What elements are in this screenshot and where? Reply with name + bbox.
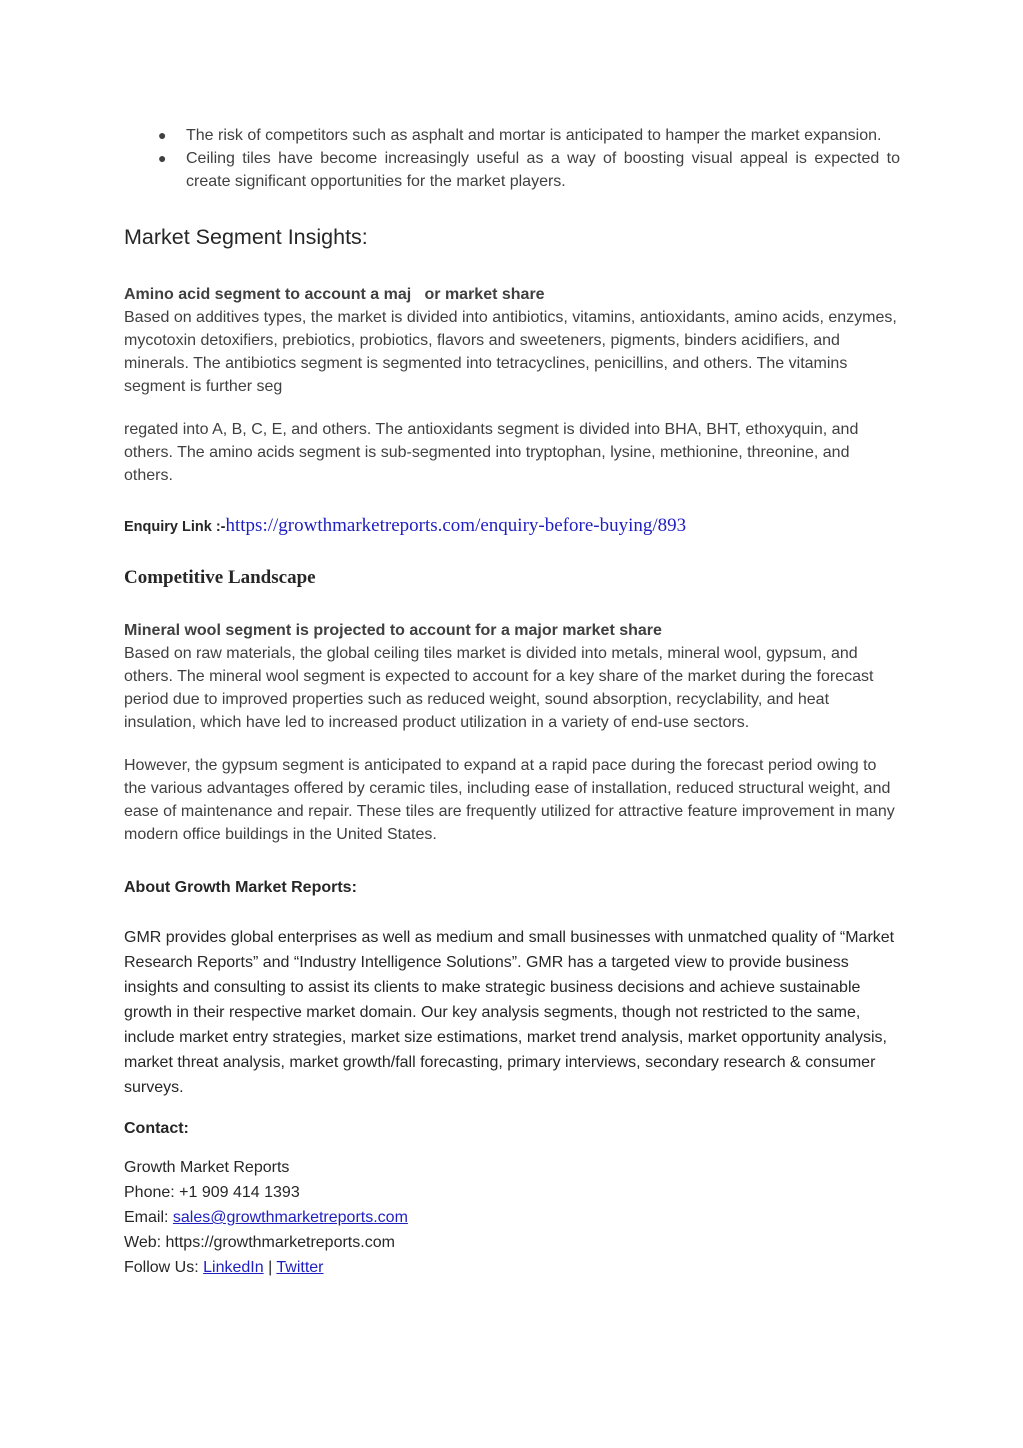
segment-subheading: Amino acid segment to account a maj or market share xyxy=(124,286,545,303)
email-link[interactable]: sales@growthmarketreports.com xyxy=(172,1209,408,1226)
bullet-text: The risk of competitors such as asphalt and mortar is anticipated to hamper the market expansion. xyxy=(186,127,882,144)
bullet-item xyxy=(124,147,900,193)
follow-label: Follow Us: xyxy=(124,1259,204,1276)
contact-web-line xyxy=(124,1230,900,1255)
email-label: Email: xyxy=(124,1209,173,1226)
enquiry-label: Enquiry Link :- xyxy=(124,519,226,535)
about-heading: About Growth Market Reports: xyxy=(124,879,357,896)
contact-phone-line xyxy=(124,1180,900,1205)
about-paragraph: GMR provides global enterprises as well as medium and small businesses with unmatched quality of “Market Research Reports” and “Industry Intelligence Solutions”. GMR has a targeted view to provide business insights and consulting to assist its clients to make strategic business decisions and achieve sustainable growth in their respective market domain. Our key analysis segments, though not restricted to the same, include market entry strategies, market size estimations, market trend analysis, market opportunity analysis, market threat analysis, market growth/fall forecasting, primary interviews, secondary research & consumer surveys. xyxy=(124,929,895,1096)
competitive-paragraph-1: Based on raw materials, the global ceiling tiles market is divided into metals, mineral wool, gypsum, and others. The mineral wool segment is expected to account for a key share of the market during the forecast period due to improved properties such as reduced weight, sound absorption, recyclability, and heat insulation, which have led to increased product utilization in a variety of end-use sectors. xyxy=(124,645,874,731)
competitive-paragraph-2: However, the gypsum segment is anticipated to expand at a rapid pace during the forecast period owing to the various advantages offered by ceramic tiles, including ease of installation, reduced structural weight, and ease of maintenance and repair. These tiles are frequently utilized for attractive feature improvement in many modern office buildings in the United States. xyxy=(124,757,895,843)
document-page xyxy=(124,124,900,1280)
linkedin-link[interactable]: LinkedIn xyxy=(203,1259,264,1276)
contact-email-line xyxy=(124,1205,900,1230)
contact-company: Growth Market Reports xyxy=(124,1159,290,1176)
contact-heading: Contact: xyxy=(124,1120,189,1137)
contact-block xyxy=(124,1155,900,1280)
segment-paragraph-2: regated into A, B, C, E, and others. The antioxidants segment is divided into BHA, BHT, ethoxyquin, and others. The amino acids segment is sub-segmented into tryptophan, lysine, methionine, threonine, and others. xyxy=(124,421,859,484)
contact-follow-line xyxy=(124,1255,900,1280)
segment-heading: Market Segment Insights: xyxy=(124,225,368,249)
link-separator: | xyxy=(263,1259,277,1276)
bullet-icon: ● xyxy=(158,150,167,166)
phone-value: +1 909 414 1393 xyxy=(179,1184,300,1201)
enquiry-link[interactable]: https://growthmarketreports.com/enquiry-before-buying/893 xyxy=(225,515,687,536)
segment-paragraph-1: Based on additives types, the market is divided into antibiotics, vitamins, antioxidants, amino acids, enzymes, mycotoxin detoxifiers, prebiotics, probiotics, flavors and sweeteners, pigments, binders acidifiers, and minerals. The antibiotics segment is segmented into tetracyclines, penicillins, and others. The vitamins segment is further seg xyxy=(124,309,897,395)
web-value: https://growthmarketreports.com xyxy=(165,1234,395,1251)
twitter-link[interactable]: Twitter xyxy=(276,1259,324,1276)
web-label: Web: xyxy=(124,1234,166,1251)
bullet-item xyxy=(124,124,900,147)
risk-bullet-list xyxy=(124,124,900,193)
phone-label: Phone: xyxy=(124,1184,180,1201)
bullet-icon: ● xyxy=(158,127,167,143)
competitive-heading: Competitive Landscape xyxy=(124,567,316,588)
bullet-text: Ceiling tiles have become increasingly useful as a way of boosting visual appeal is expected to create significant opportunities for the market players. xyxy=(186,150,900,190)
enquiry-line xyxy=(124,514,900,539)
competitive-subheading: Mineral wool segment is projected to account for a major market share xyxy=(124,622,662,639)
